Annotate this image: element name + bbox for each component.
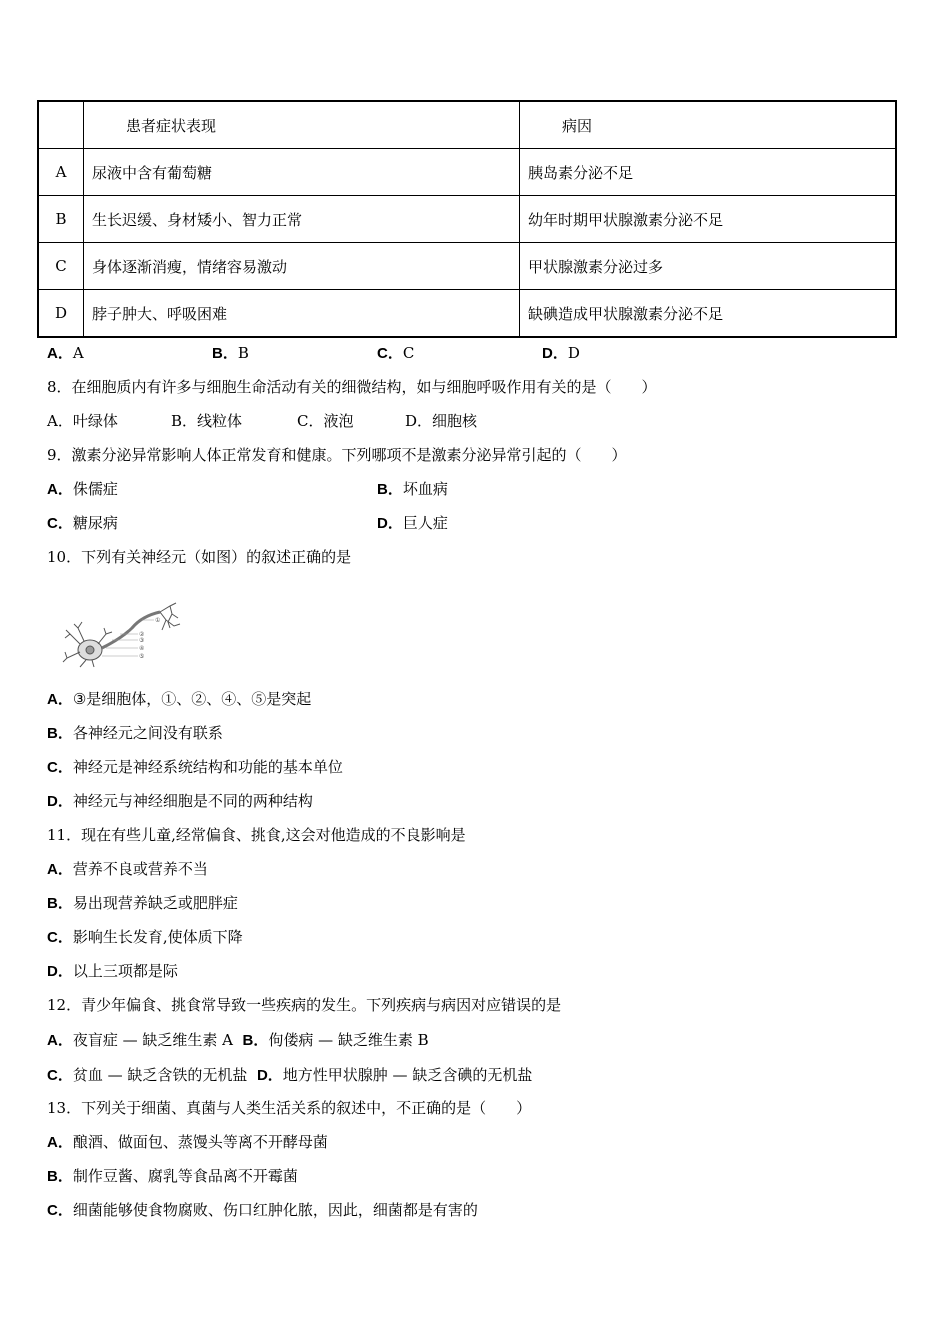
q11-option-c: C．影响生长发育,使体质下降 <box>47 928 243 946</box>
table-header-row <box>38 101 896 149</box>
q7-option-b: B．B <box>212 344 249 362</box>
q8-stem: 8．在细胞质内有许多与细胞生命活动有关的细微结构，如与细胞呼吸作用有关的是（ ） <box>47 378 657 396</box>
q13-option-a: A．酿酒、做面包、蒸馒头等离不开酵母菌 <box>47 1133 328 1151</box>
q12-options-line-2: C．贫血 — 缺乏含铁的无机盐 D．地方性甲状腺肿 — 缺乏含碘的无机盐 <box>47 1066 533 1084</box>
q7-option-c: C．C <box>377 344 415 362</box>
neuron-label-4: ④ <box>139 645 145 652</box>
neuron-leader-lines <box>102 620 154 656</box>
q10-option-c: C．神经元是神经系统结构和功能的基本单位 <box>47 758 343 776</box>
q13-option-c: C．细菌能够使食物腐败、伤口红肿化脓，因此，细菌都是有害的 <box>47 1201 478 1219</box>
row-label: A <box>38 149 84 196</box>
q10-option-b: B．各神经元之间没有联系 <box>47 724 223 742</box>
table-row <box>38 243 896 290</box>
q12-stem: 12．青少年偏食、挑食常导致一些疾病的发生。下列疾病与病因对应错误的是 <box>47 996 562 1014</box>
row-cause: 胰岛素分泌不足 <box>520 149 897 196</box>
q7-option-a: A．A <box>47 344 84 362</box>
row-symptom: 脖子肿大、呼吸困难 <box>84 290 520 338</box>
q8-option-b: B．线粒体 <box>171 412 243 430</box>
neuron-label-2: ② <box>139 631 145 638</box>
table-row <box>38 149 896 196</box>
q10-stem: 10．下列有关神经元（如图）的叙述正确的是 <box>47 548 352 566</box>
neuron-label-1: ① <box>155 617 161 624</box>
q8-option-c: C．液泡 <box>297 412 354 430</box>
row-label: D <box>38 290 84 338</box>
q8-option-d: D．细胞核 <box>405 412 478 430</box>
row-cause: 缺碘造成甲状腺激素分泌不足 <box>520 290 897 338</box>
neuron-label-5: ⑤ <box>139 653 145 660</box>
row-symptom: 尿液中含有葡萄糖 <box>84 149 520 196</box>
header-symptom-cell: 患者症状表现 <box>84 101 520 149</box>
q9-stem: 9．激素分泌异常影响人体正常发育和健康。下列哪项不是激素分泌异常引起的（ ） <box>47 446 627 464</box>
neuron-diagram <box>62 600 188 668</box>
row-cause: 幼年时期甲状腺激素分泌不足 <box>520 196 897 243</box>
neuron-nucleus <box>86 646 94 654</box>
header-blank-cell <box>38 101 84 149</box>
q11-option-a: A．营养不良或营养不当 <box>47 860 208 878</box>
table-row <box>38 196 896 243</box>
q11-stem: 11．现在有些儿童,经常偏食、挑食,这会对他造成的不良影响是 <box>47 826 466 844</box>
neuron-label-3: ③ <box>139 637 145 644</box>
q10-option-a: A．③是细胞体，①、②、④、⑤是突起 <box>47 690 312 708</box>
row-label: B <box>38 196 84 243</box>
q7-option-d: D．D <box>542 344 580 362</box>
q9-option-a: A．侏儒症 <box>47 480 118 498</box>
q8-option-a: A．叶绿体 <box>47 412 118 430</box>
q9-option-c: C．糖尿病 <box>47 514 118 532</box>
row-cause: 甲状腺激素分泌过多 <box>520 243 897 290</box>
q12-options-line-1: A．夜盲症 — 缺乏维生素 A B．佝偻病 — 缺乏维生素 B <box>47 1031 429 1049</box>
row-symptom: 身体逐渐消瘦，情绪容易激动 <box>84 243 520 290</box>
neuron-axon <box>102 612 160 648</box>
q13-stem: 13．下列关于细菌、真菌与人类生活关系的叙述中，不正确的是（ ） <box>47 1099 532 1117</box>
row-symptom: 生长迟缓、身材矮小、智力正常 <box>84 196 520 243</box>
q9-option-b: B．坏血病 <box>377 480 448 498</box>
table-row <box>38 290 896 338</box>
q10-option-d: D．神经元与神经细胞是不同的两种结构 <box>47 792 313 810</box>
neuron-terminals <box>160 603 180 630</box>
q11-option-b: B．易出现营养缺乏或肥胖症 <box>47 894 238 912</box>
row-label: C <box>38 243 84 290</box>
q13-option-b: B．制作豆酱、腐乳等食品离不开霉菌 <box>47 1167 298 1185</box>
q11-option-d: D．以上三项都是际 <box>47 962 178 980</box>
symptom-cause-table <box>37 100 897 338</box>
header-cause-cell: 病因 <box>520 101 897 149</box>
q9-option-d: D．巨人症 <box>377 514 448 532</box>
